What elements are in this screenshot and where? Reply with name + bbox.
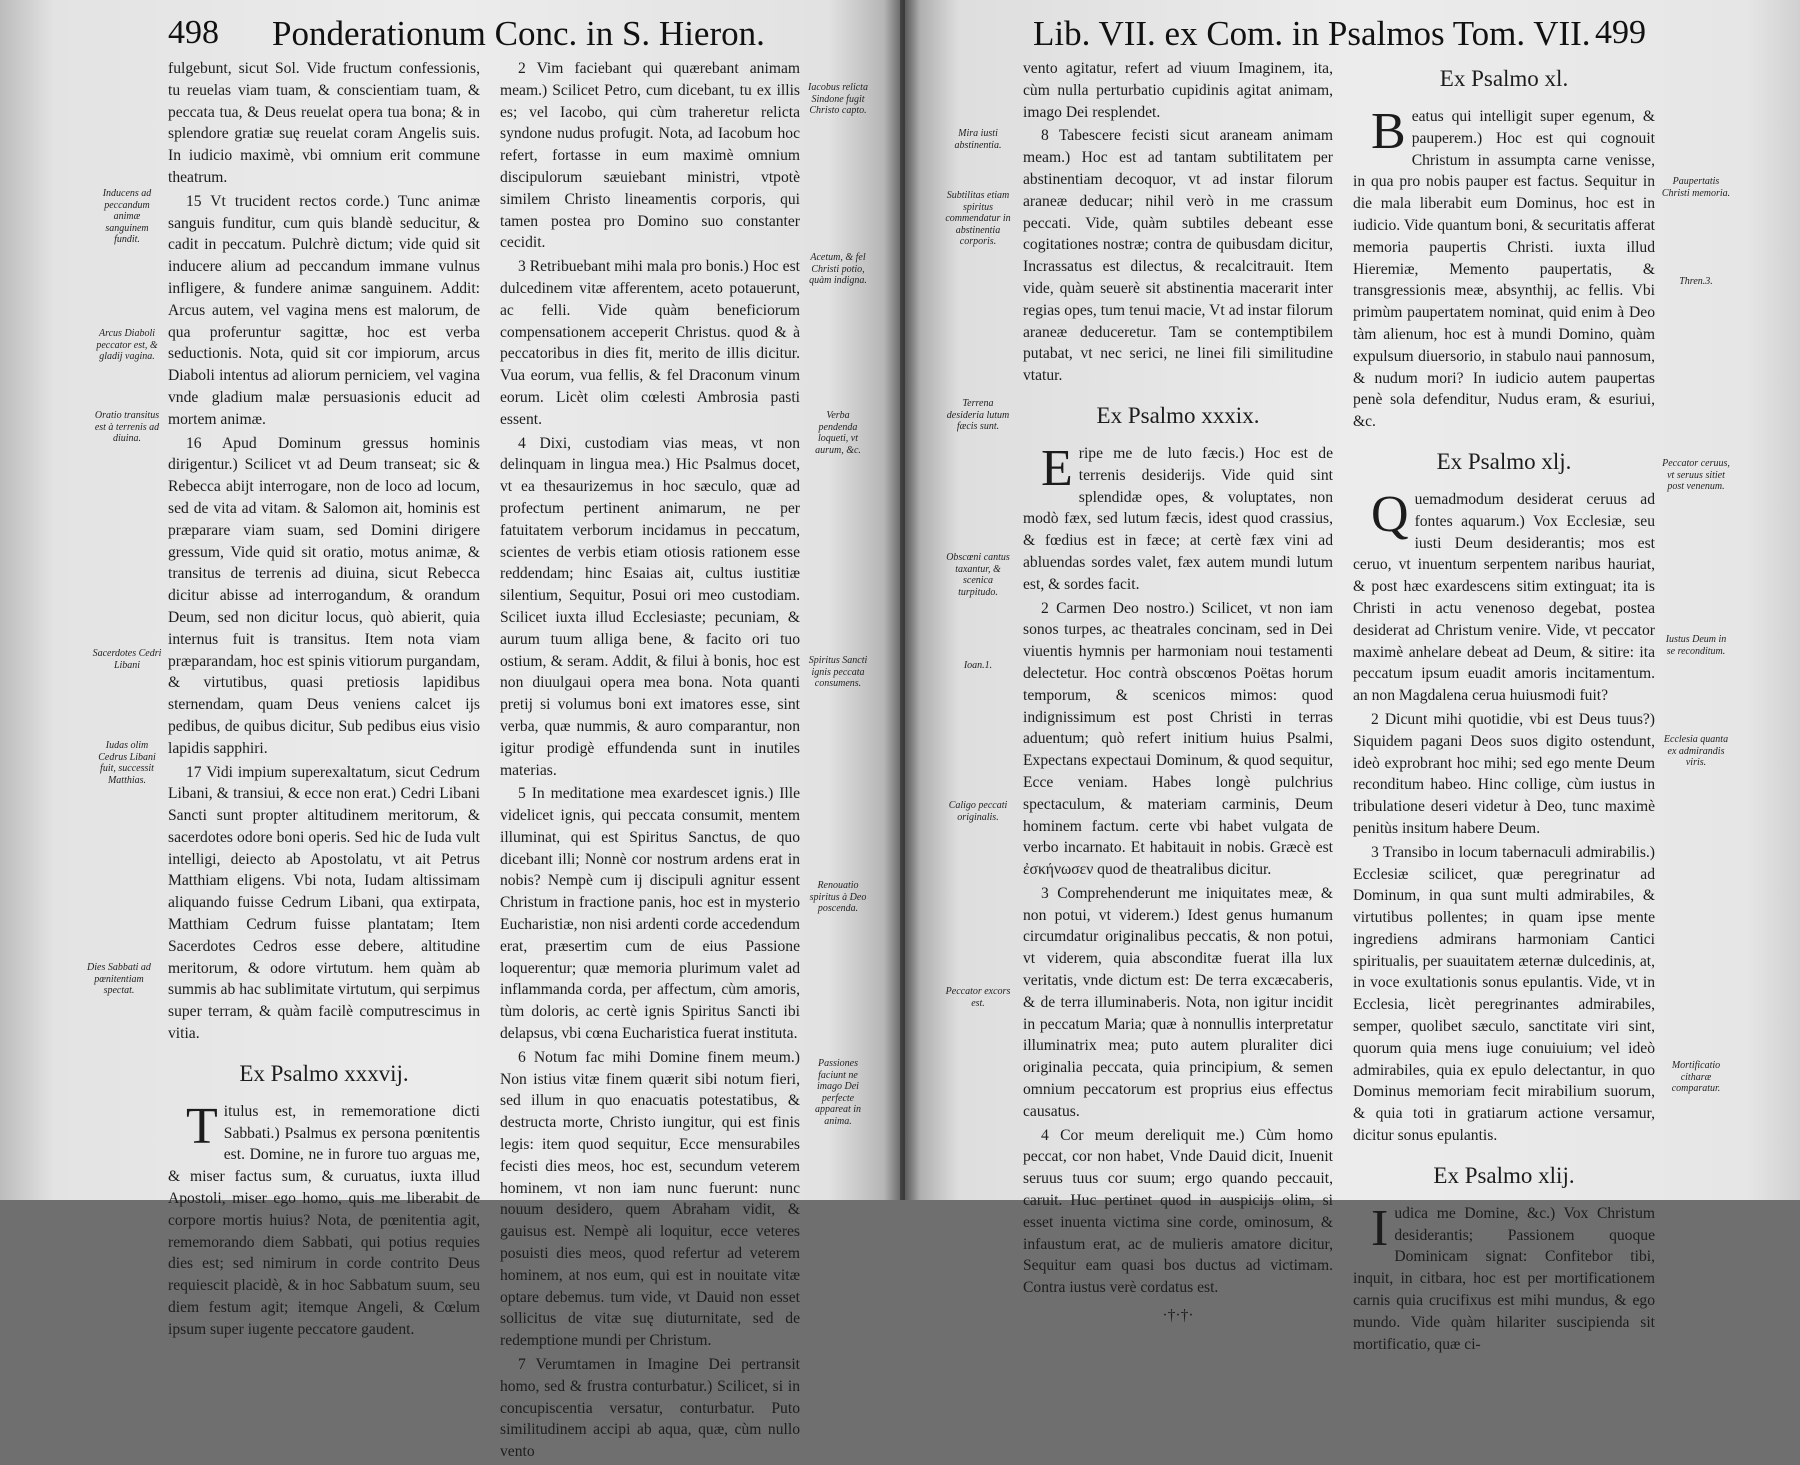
paragraph: 7 Verumtamen in Imagine Dei pertransit homo, sed & frustra conturbatur.) Scilicet, si in concupiscentia versatur, conturbatur. Puto similitudinem accipi ab aqua, quæ, cùm nullo vento [500,1356,800,1461]
margin-note: Mortificatio citharæ comparatur. [1671,1060,1721,1094]
margin-note: Iudas olim Cedrus Libani fuit, successit Matthias. [98,740,156,786]
margin-note: Terrena desideria lutum fæcis sunt. [946,398,1010,432]
drop-cap: I [1371,1199,1389,1257]
paragraph: vento agitatur, refert ad viuum Imaginem, ita, cùm nulla perturbatio cupidinis agitat animam, imago Dei resplendet. [1023,60,1333,121]
paragraph: 17 Vidi impium superexaltatum, sicut Cedrum Libani, & transiui, & ecce non erat.) Cedri Libani Sancti sunt propter altitudinem meritorum, & sacerdotes odore boni operis. Sed hic de Iuda vult intelligi, deiecto ab Apostolatu, vt ait Petrus Matthiam eligens. Vbi nota, Iudam altissimam aliquando fuisse Cedrum Libani, qua extirpata, Matthiam Cedrum fuisse plantatam; Item Sacerdotes Cedros esse debere, altitudine meritorum, & odore virtutum. hem quàm ab summis ab hac sublimitate virtutum, qui serpimus super terram, & quàm facilè computrescimus in vitia. [168,763,480,1043]
margin-note: Verba pendenda loqueti, vt aurum, &c. [815,410,861,456]
paragraph [1353,1199,1655,1356]
paragraph: 8 Tabescere fecisti sicut araneam animam meam.) Hoc est ad tantam subtilitatem per abstinentiam decoquor, vt ad instar filorum araneæ deducar; nihil verò in me crassum peccati. Vide, quàm subtiles debeant esse cogitationes nostræ; contra de quibusdam dicitur, Incrassatus est dilectus, & recalcitrauit. Item vide, quàm seuerè sit abstinentia macerarit inter regias opes, tum tenui macie, Vt ad instar filorum araneæ deduceretur. Tam se contemptibilem putabat, vt nec serici, ne linei fili similitudine vtatur. [1023,127,1333,385]
right-column-1 [1023,58,1333,1327]
section-heading: Ex Psalmo xl. [1439,66,1569,91]
margin-note: Peccator excors est. [945,986,1011,1009]
paragraph: 16 Apud Dominum gressus hominis dirigentur.) Scilicet vt ad Deum transeat; sic & Rebecca abijt interrogare, non de loco ad locum, sed de vita ad vitam. & Salomon ait, hominis est præparare viam suam, sed Domini dirigere gressum, Vide quid sit oratio, motus animæ, & transitus de terrenis ad diuina, sicut Rebecca dicitur abisse ad interrogandum, & orandum Deum, sed non dicitur locus, quò abierit, quia internus fuit is transitus. Item nota viam præparandam, hoc est spinis vitiorum purgandam, & virtutibus, quasi pretiosis lapidibus sternendam, quam Deus veniens calcet ijs pedibus, de quibus dicitur, Sub pedibus eius visio lapidis sapphiri. [168,434,480,757]
left-running-head: Ponderationum Conc. in S. Hieron. [272,14,765,53]
right-column-2 [1353,58,1655,1357]
margin-note: Ioan.1. [963,660,993,671]
margin-note: Peccator ceruus, vt seruus sitiet post venenum. [1662,458,1730,492]
paragraph-text: eatus qui intelligit super egenum, & pauperem.) Hoc est qui cognouit Christum in assumpta carne venisse, in qua pro nobis pauper est factus. Sequitur in die mala liberabit eum Dominus, hoc est in iudicio. Vide quantum boni, & securitatis afferat memoria paupertis Christi. iuxta illud Hieremiæ, Memento paupertatis, & transgressionis meæ, absynthij, ac fellis. Vbi primùm paupertatem nominat, quid enim à Deo tàm alienum, hoc est à mundi Domino, quàm expulsum diuersorio, in stabulo naui pannosum, & nudum mori? In iudicio autem paupertas penè sola defenditur, Nudus eram, & esuriui, &c. [1353,108,1655,431]
margin-note: Iustus Deum in se reconditum. [1665,634,1727,657]
margin-note: Thren.3. [1679,276,1713,287]
paragraph: 3 Transibo in locum tabernaculi admirabilis.) Ecclesiæ scilicet, quæ peregrinatur ad Dominum, in qua sunt multi admirabiles, & virtutibus pollentes; in quam ipse mente ingrediens admirans harmoniam Cantici spiritualis, per suauitatem æternæ dulcedinis, at, in voce exultationis sonus epulantis. Vide, vt in Ecclesia, licèt peregrinantes admirabiles, semper, quolibet sæculo, sanctitate viri sint, quorum quia mens iuge conuiuium; vel ideò admirabiles, quia ex epulo delectantur, in quo Dominus memoriam fecit mirabilium suorum, & quia toti in gratiarum actione versamur, dicitur sonus epulantis. [1353,843,1655,1145]
end-ornament: ·†·†· [1162,1307,1194,1325]
paragraph: 15 Vt trucident rectos corde.) Tunc animæ sanguis funditur, cum quis blandè seducitur, & cadit in peccatum. Pulchrè dictum; vide quid sit inducere alium ad peccandum immane vulnus infligere, & fundere animæ sanguinem. Addit: Arcus autem, vel vagina mens est malorum, de qua proferuntur sagittæ, hoc est verba seductionis. Nota, quid sit cor impiorum, arcus Diaboli intentus ad aliorum perniciem, vel vagina vnde gladium malæ persuasionis educit ad mortem animæ. [168,192,480,428]
margin-note: Mira iusti abstinentia. [954,128,1002,151]
paragraph [1353,485,1655,707]
margin-note: Iacobus relicta Sindone fugit Christo capto. [808,82,868,116]
paragraph [168,1097,480,1341]
margin-note: Oratio transitus est à terrenis ad diuina. [94,410,160,444]
margin-note: Sacerdotes Cedri Libani [92,648,162,671]
paragraph: 3 Retribuebant mihi mala pro bonis.) Hoc est dulcedinem vitæ afferentem, aceto potauerunt, ac felli. Vide quàm beneficiorum compensationem acceperit Christus. quod & à peccatoribus in dies fit, merito de illis dicitur. Vua eorum, vua fellis, & fel Draconum vinum eorum. Licèt olim cœlesti Ambrosia pasti essent. [500,258,800,428]
drop-cap: E [1041,439,1073,497]
right-running-head: Lib. VII. ex Com. in Psalmos Tom. VII. [1033,14,1591,53]
margin-note: Inducens ad peccandum animæ sanguinem fundit. [102,188,152,245]
margin-note: Spiritus Sancti ignis peccata consumens. [808,655,868,689]
paragraph: 2 Vim faciebant qui quærebant animam meam.) Scilicet Petro, cum dicebant, tu ex illis es; vel Iacobo, qui cùm traheretur relicta syndone nudus profugit. Nota, ad Iacobum hoc refert, fortasse in eum maximè omnium discipulorum sæuiebant ministri, vtpotè similem Christo lineamentis corporis, qui tamen postea pro Domino suo constanter cecidit. [500,60,800,252]
drop-cap: B [1371,103,1406,160]
right-page-number: 499 [1595,14,1646,51]
paragraph: 4 Cor meum dereliquit me.) Cùm homo peccat, cor non habet, Vnde Dauid dicit, Inuenit seruus tuus cor suum; ergo quando peccauit, caruit. Huc pertinet quod in auspicijs olim, si esset inuenta victima sine corde, ominosum, & infaustum erat, ac de mulieris amatore dicitur, Sequitur eam quasi bos ductus ad victimam. Contra iustus verè cordatus est. [1023,1126,1333,1297]
margin-note: Arcus Diaboli peccator est, & gladij vagina. [96,328,158,362]
margin-note: Dies Sabbati ad pœnitentiam spectat. [87,962,151,996]
right-page [905,0,1800,1353]
left-page [0,0,900,1461]
paragraph-text: ripe me de luto fæcis.) Hoc est de terrenis desiderijs. Vide quid sint splendidæ opes, & voluptates, non modò fæx, sed lutum fæcis, idest quod crassius, & fœdius est in fæce; at certè fæx vini ad abluendas sordes valet, fæx autem mundi lutum est, & sordes facit. [1023,444,1333,593]
paragraph: 5 In meditatione mea exardescet ignis.) Ille videlicet ignis, qui peccata consumit, mentem illuminat, qui est Spiritus Sanctus, de quo dicebant illi; Nonnè cor nostrum ardens erat in nobis? Nempè cum ij discipuli agnitur essent Christum in fractione panis, hoc est in mysterio Eucharistiæ, non nisi ardenti corde accedendum erat, præsertim cum de eius Passione loquerentur; quæ memoria plurimum valet ad inflammanda corda, per affectum, cùm amoris, tùm doloris, ac certè ignis Spiritus Sancti ibi delapsus, vbi cœna Eucharistica fuerat instituta. [500,785,800,1043]
drop-cap: T [186,1097,218,1155]
section-heading: Ex Psalmo xxxix. [1096,402,1260,428]
left-column-2 [500,58,800,1465]
paragraph [1023,439,1333,596]
paragraph: fulgebunt, sicut Sol. Vide fructum confessionis, tu reuelas viam tuam, & conscientiam tuam, & peccata tua, & Deus reuelat opera tua bona; & in splendore gratiæ suę reuelat coram Angelis suis. In iudicio maximè, vbi omnium erit commune theatrum. [168,60,480,186]
margin-note: Renouatio spiritus à Deo poscenda. [809,880,867,914]
margin-note: Passiones faciunt ne imago Dei perfecte appareat in anima. [814,1058,861,1127]
paragraph: 6 Notum fac mihi Domine finem meum.) Non istius vitæ finem quærit sibi notum fieri, sed illum in quo enacuatis potestatibus, & destructa morte, Christo iungitur, qui est finis legis: item quod sequitur, Ecce mensurabiles fecisti dies meos, hoc est, secundum veterem hominem, vt non iam nunc fuerunt: nunc nouum desidero, quem Abraham vidit, & gauisus est. Nempè ali loquitur, ecce veteres posuisti dies meos, quod refertur ad veterem hominem, at nos eum, qui est in nouitate vitæ optare debemus. tum vide, vt Dauid non esset sollicitus de vitæ suę diuturnitate, sed de redemptione mundi per Christum. [500,1048,800,1350]
paragraph-text: udica me Domine, &c.) Vox Christum desiderantis; Passionem quoque Dominicam signat: Confitebor tibi, inquit, in citbara, hoc est per mortificationem carnis quia crucifixus est mihi mundus, & ego mundo. Vide quàm hilariter suscipienda sit mortificatio, quæ ci- [1353,1204,1655,1353]
section-heading: Ex Psalmo xlij. [1433,1162,1575,1188]
paragraph-text: itulus est, in rememoratione dicti Sabbati.) Psalmus ex persona pœnitentis est. Domine, ne in furore tuo arguas me, & miser factus sum, & curuatus, iuxta illud Apostoli, miser ego homo, quis me liberabit de corpore mortis huius? Nota, de pœnitentia agit, rememorando diem Sabbati, qui potius requies dies est; sed nimirum in corde contrito Deus requiescit placidè, & in hoc Sabbatum suum, seu diem festum agit; itemque Angeli, & Cœlum ipsum super iugente peccatore gaudent. [168,1102,480,1338]
drop-cap: Q [1371,485,1409,543]
paragraph-text: uemadmodum desiderat ceruus ad fontes aquarum.) Vox Ecclesiæ, seu iusti Deum desiderantis; mos est ceruo, vt inuentum serpentem naribus hauriat, & post hæc exardescens sitim extinguat; ita is Christi in actu venenoso degebat, postea desiderat ad Christum venire. Vide, vt peccator maximè anhelare debeat ad Deum, & sitire: ita peccatum ipsum euadit amoris incitamentum. an non Magdalena cerua huiusmodi fuit? [1353,490,1655,705]
section-heading: Ex Psalmo xxxvij. [239,1060,409,1086]
paragraph: 3 Comprehenderunt me iniquitates meæ, & non potui, vt viderem.) Idest genus humanum circumdatur originalibus peccatis, & non potui, vt viderem, quia absconditæ fuerat illa lux veritatis, vnde dictum est: De terra excæcaberis, & de terra illuminaberis. Nota, non igitur incidit in peccatum Maria; quæ à nonnullis interpretatur illuminatrix mea; puto autem pluraliter dici originalia peccata, quia principium, & semen omnium peccatorum est proprius eius effectus causatus. [1023,884,1333,1120]
margin-note: Ecclesia quanta ex admirandis viris. [1663,734,1729,768]
left-page-number: 498 [168,14,219,51]
margin-note: Paupertatis Christi memoria. [1661,176,1731,199]
margin-note: Subtilitas etiam spiritus commendatur in abstinentia corporis. [945,190,1011,247]
paragraph: 2 Dicunt mihi quotidie, vbi est Deus tuus?) Siquidem pagani Deos suos digito ostendunt, ideò exprobrant hoc mihi; sed ego mente Deum reconditum habeo. Hinc collige, cùm iustus in tribulatione deseri videtur à Deo, tunc maximè penitùs insitum habere Deum. [1353,710,1655,837]
margin-note: Caligo peccati originalis. [948,800,1008,823]
book-gutter [884,0,920,1200]
section-heading: Ex Psalmo xlj. [1436,448,1572,474]
paragraph: 4 Dixi, custodiam vias meas, vt non delinquam in lingua mea.) Hic Psalmus docet, vt ea thesaurizemus in hoc sæculo, quæ ad profectum pertinent animarum, ne per fatuitatem verborum incidamus in peccatum, scientes de verbis etiam otiosis rationem esse reddendam; hinc Esaias ait, cultus iustitiæ silentium, Sequitur, Posui ori meo custodiam. Scilicet iuxta illud Ecclesiaste; pecuniam, & aurum tuum alliga bene, & facito ori tuo ostium, & seram. Addit, & filui à bonis, hoc est non diuulgaui opera mea bona. Nota quanti pretij si volumus boni ext imatores esse, sint verba, quæ nummis, & auro comparantur, non igitur prodigè effundenda sunt in inutiles materias. [500,434,800,779]
margin-note: Acetum, & fel Christi potio, quàm indigna. [809,252,867,286]
paragraph: 2 Carmen Deo nostro.) Scilicet, vt non iam sonos turpes, ac theatrales concinam, sed in Dei viuentis hymnis per harmoniam noui testamenti delectetur. Hoc contrà obscœnos Poëtas horum temporum, & scenicos mimos: quod indignissimum est post Christi in terras aduentum; quò refert initium huius Psalmi, Expectans expectaui Dominum, & quod sequitur, Ecce veniam. Habes longè pulchrius spectaculum, & materiam carminis, Deum hominem factum. certe vbi habet vulgata de verbo incarnato. Et habitauit in nobis. Græcè est ἐσκήνωσεν quod de theatralibus dicitur. [1023,599,1333,879]
margin-note: Obscœni cantus taxantur, & scenica turpitudo. [946,552,1010,598]
left-column-1 [168,58,480,1343]
paragraph [1353,103,1655,433]
